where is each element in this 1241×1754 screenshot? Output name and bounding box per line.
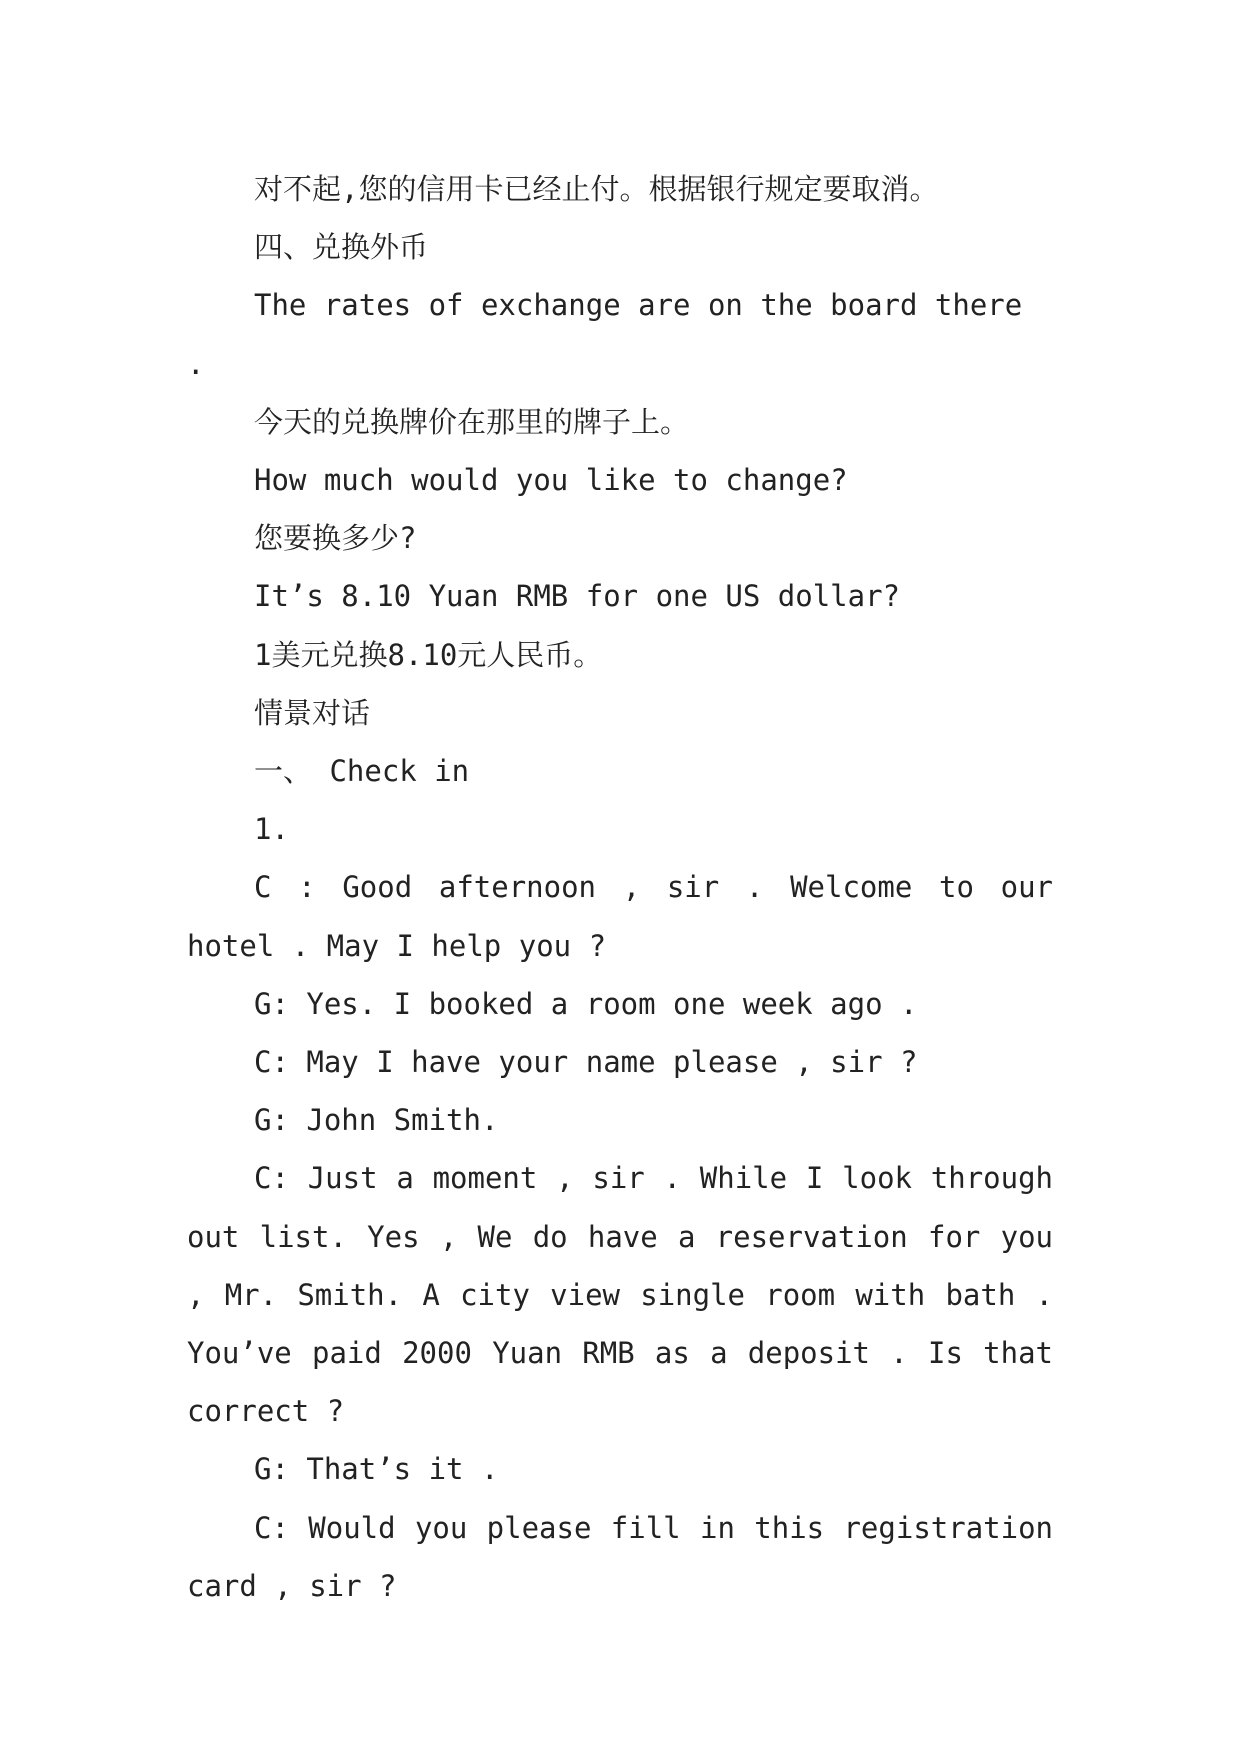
section-heading: 情景对话 <box>254 695 371 730</box>
paragraph: 对不起,您的信用卡已经止付。根据银行规定要取消。 <box>254 172 939 206</box>
paragraph: It’s 8.10 Yuan RMB for one US dollar? <box>254 579 901 614</box>
dialogue-line: G: John Smith. <box>254 1103 499 1138</box>
dialogue-line: C : Good afternoon , sir . Welcome to our hotel . May I help you ? <box>187 870 1053 963</box>
dialogue-line: G: That’s it . <box>254 1452 499 1487</box>
paragraph: 1美元兑换8.10元人民币。 <box>254 637 603 672</box>
dialogue-line: C: Just a moment , sir . While I look through out list. Yes , We do have a reservation for you , Mr. Smith. A city view single room with bath . You’ve paid 2000 Yuan RMB as a deposit . Is that correct ? <box>187 1161 1053 1429</box>
paragraph: 今天的兑换牌价在那里的牌子上。 <box>254 404 690 439</box>
list-number: 1. <box>254 812 289 847</box>
document-body <box>187 160 1053 1615</box>
paragraph: 您要换多少? <box>254 521 417 556</box>
paragraph: How much would you like to change? <box>254 463 848 498</box>
paragraph: The rates of exchange are on the board there . <box>187 288 1023 381</box>
section-heading: 四、兑换外币 <box>254 230 429 265</box>
section-heading: 一、 Check in <box>254 754 470 789</box>
dialogue-line: G: Yes. I booked a room one week ago . <box>254 986 918 1021</box>
dialogue-line: C: Would you please fill in this registration card , sir ? <box>187 1510 1053 1603</box>
dialogue-line: C: May I have your name please , sir ? <box>254 1045 918 1080</box>
